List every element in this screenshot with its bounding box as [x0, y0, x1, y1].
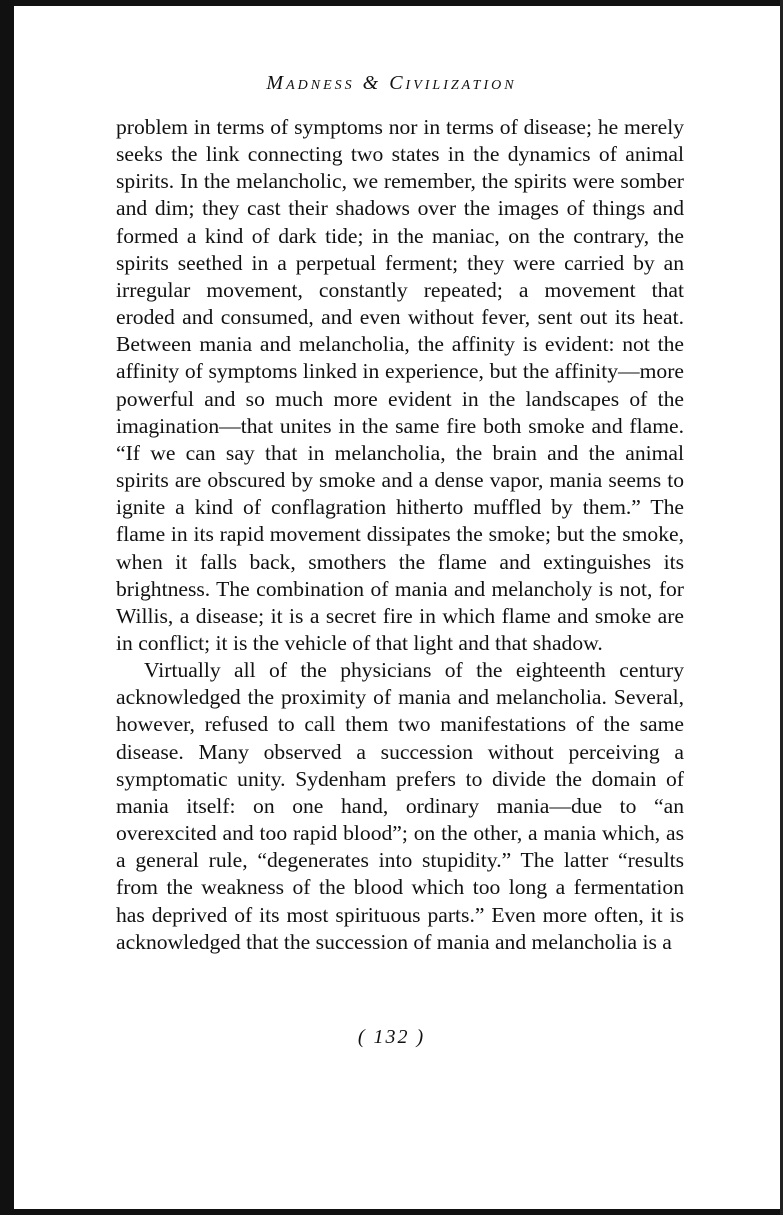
scan-edge-top [0, 0, 783, 6]
paragraph-2: Virtually all of the physicians of the eighteenth century acknowledged the proximity of mania and melancholia. Several, however, refused to call them two manifestations of the same disease. Many observed a succession without perceiving a symptomatic unity. Sydenham prefers to divide the domain of mania itself: on one hand, ordinary mania—due to “an overexcited and too rapid blood”; on the other, a mania which, as a general rule, “degenerates into stupidity.” The latter “results from the weakness of the blood which too long a fermentation has deprived of its most spirituous parts.” Even more often, it is acknowledged that the succession of mania and melancholia is a [116, 658, 684, 954]
running-head: Madness & Civilization [266, 72, 517, 94]
paragraph-1: problem in terms of symptoms nor in terms of disease; he merely seeks the link connecting two states in the dynamics of animal spirits. In the melancholic, we remember, the spirits were somber and dim; they cast their shadows over the images of things and formed a kind of dark tide; in the maniac, on the contrary, the spirits seethed in a perpetual ferment; they were carried by an irregular movement, constantly repeated; a movement that eroded and consumed, and even without fever, sent out its heat. Between mania and melancholia, the affinity is evident: not the affinity of symptoms linked in experience, but the affinity—more powerful and so much more evident in the landscapes of the imagination—that unites in the same fire both smoke and flame. “If we can say that in melancholia, the brain and the animal spirits are obscured by smoke and a dense vapor, mania seems to ignite a kind of conflagration hitherto muffled by them.” The flame in its rapid movement dissipates the smoke; but the smoke, when it falls back, smothers the flame and extinguishes its brightness. The combination of mania and melancholy is not, for Willis, a disease; it is a secret fire in which flame and smoke are in conflict; it is the vehicle of that light and that shadow. [116, 115, 684, 655]
body-text [116, 114, 684, 956]
scan-edge-bottom [0, 1209, 783, 1215]
page-number: ( 132 ) [357, 1026, 426, 1048]
